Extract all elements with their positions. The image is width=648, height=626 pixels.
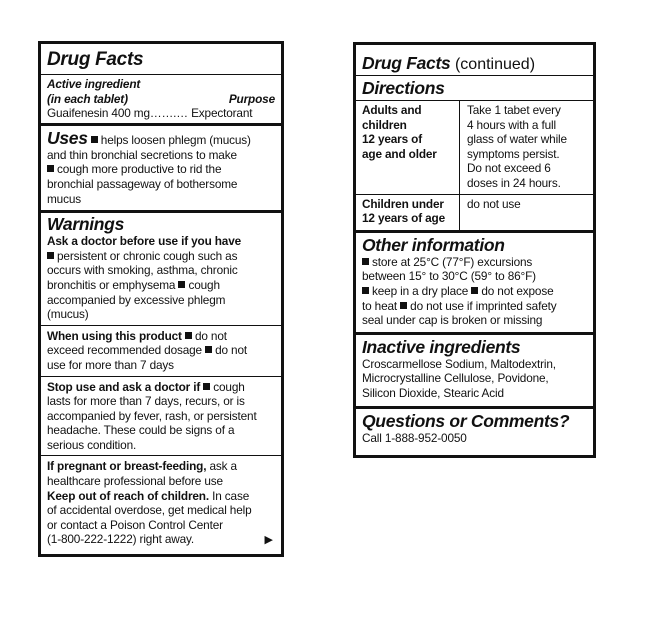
warning-line: accompanied by excessive phlegm xyxy=(47,292,226,307)
dosage-line: do not use xyxy=(467,196,521,211)
warning-line: ask a xyxy=(209,459,237,474)
warning-line: persistent or chronic cough such as xyxy=(57,248,238,263)
directions-row-adults xyxy=(356,100,593,194)
info-line: between 15° to 30°C (59° to 86°F) xyxy=(362,269,536,284)
when-using-label: When using this product xyxy=(47,328,182,343)
dosage-line: 4 hours with a full xyxy=(467,117,556,132)
uses-section xyxy=(41,123,281,210)
age-group-line: 12 years of age xyxy=(362,211,446,226)
bullet-icon xyxy=(47,165,54,172)
in-each-tablet-label: (in each tablet) xyxy=(47,91,128,106)
warning-line: accompanied by fever, rash, or persistent xyxy=(47,408,257,423)
warning-line: do not xyxy=(194,328,227,343)
dosage-line: Take 1 tabet every xyxy=(467,103,561,117)
warning-line: In case xyxy=(212,488,250,503)
directions-row-children xyxy=(356,194,593,230)
dosage-line: Do not exceed 6 xyxy=(467,161,551,176)
ingredient-line: Guaifenesin 400 mg…….… Expectorant xyxy=(47,106,253,121)
info-line: to heat xyxy=(362,298,398,313)
warning-line: occurs with smoking, asthma, chronic xyxy=(47,263,238,278)
warning-line: exceed recommended dosage xyxy=(47,343,202,358)
dosage-line: symptoms persist. xyxy=(467,146,560,161)
inactive-line: Silicon Dioxide, Stearic Acid xyxy=(362,385,504,400)
phone-line: Call 1-888-952-0050 xyxy=(362,430,467,445)
warning-line: bronchitis or emphysema xyxy=(47,277,176,292)
directions-dosage xyxy=(460,101,593,194)
drug-facts-title: Drug Facts xyxy=(47,49,144,70)
inactive-ingredients-heading: Inactive ingredients xyxy=(362,336,521,357)
directions-age-group xyxy=(356,195,460,230)
age-group-line: Adults and xyxy=(362,103,422,117)
drug-facts-panel-right xyxy=(353,42,596,458)
bullet-icon xyxy=(47,252,54,259)
bullet-icon xyxy=(178,281,185,288)
age-group-line: age and older xyxy=(362,146,437,161)
warning-line: headache. These could be signs of a xyxy=(47,423,235,438)
active-ingredient-label: Active ingredient xyxy=(47,77,141,91)
age-group-line: 12 years of xyxy=(362,132,422,147)
warning-line: healthcare professional before use xyxy=(47,474,223,489)
bullet-icon xyxy=(185,332,192,339)
warnings-heading: Warnings xyxy=(47,214,125,235)
when-using-subsection xyxy=(41,325,281,376)
warning-line: (mucus) xyxy=(47,307,89,322)
info-line: store at 25°C (77°F) excursions xyxy=(372,254,533,269)
continued-label: (continued) xyxy=(454,56,536,73)
bullet-icon xyxy=(362,287,369,294)
bullet-icon xyxy=(471,287,478,294)
bullet-icon xyxy=(362,258,369,265)
questions-section xyxy=(356,406,593,446)
keep-out-label: Keep out of reach of children. xyxy=(47,488,209,503)
warning-line: use for more than 7 days xyxy=(47,357,174,372)
directions-dosage xyxy=(460,195,593,230)
info-line: seal under cap is broken or missing xyxy=(362,313,543,328)
ask-doctor-subsection xyxy=(41,234,281,325)
age-group-line: children xyxy=(362,117,407,132)
purpose-label: Purpose xyxy=(228,91,275,106)
info-line: keep in a dry place xyxy=(372,283,469,298)
uses-line: and thin bronchial secretions to make xyxy=(47,147,237,162)
dosage-line: doses in 24 hours. xyxy=(467,175,561,190)
bullet-icon xyxy=(91,136,98,143)
warning-line: cough xyxy=(188,277,220,292)
directions-age-group xyxy=(356,101,460,194)
bullet-icon xyxy=(203,383,210,390)
warning-line: of accidental overdose, get medical help xyxy=(47,503,252,518)
warning-line: (1-800-222-1222) right away. xyxy=(47,532,195,547)
inactive-line: Microcrystalline Cellulose, Povidone, xyxy=(362,371,549,386)
warnings-section xyxy=(41,210,281,550)
ask-doctor-heading: Ask a doctor before use if you have xyxy=(47,234,242,249)
warning-line: serious condition. xyxy=(47,437,137,452)
warning-line: or contact a Poison Control Center xyxy=(47,517,223,532)
uses-line: helps loosen phlegm (mucus) xyxy=(100,132,251,147)
directions-heading: Directions xyxy=(356,75,593,100)
age-group-line: Children under xyxy=(362,196,444,211)
uses-line: cough more productive to rid the xyxy=(57,162,222,177)
uses-heading: Uses xyxy=(47,127,88,148)
other-information-section xyxy=(356,230,593,332)
other-information-heading: Other information xyxy=(362,234,505,255)
uses-line: mucus xyxy=(47,191,81,206)
pregnant-subsection xyxy=(41,455,281,550)
questions-heading: Questions or Comments? xyxy=(362,410,570,431)
warning-line: do not xyxy=(215,343,248,358)
stop-use-subsection xyxy=(41,376,281,456)
bullet-icon xyxy=(205,346,212,353)
inactive-line: Croscarmellose Sodium, Maltodextrin, xyxy=(362,356,556,371)
drug-facts-title: Drug Facts xyxy=(362,53,451,73)
drug-facts-panel-left xyxy=(38,41,284,557)
drug-facts-continued-title xyxy=(362,45,587,75)
active-ingredient-section xyxy=(41,74,281,123)
warning-line: lasts for more than 7 days, recurs, or is xyxy=(47,394,245,409)
info-line: do not use if imprinted safety xyxy=(410,298,557,313)
warning-line: cough xyxy=(213,379,245,394)
inactive-ingredients-section xyxy=(356,332,593,406)
stop-use-label: Stop use and ask a doctor if xyxy=(47,379,201,394)
uses-line: bronchial passageway of bothersome xyxy=(47,176,238,191)
bullet-icon xyxy=(400,302,407,309)
purpose-row xyxy=(47,92,275,107)
pregnant-label: If pregnant or breast-feeding, xyxy=(47,459,207,474)
dosage-line: glass of water while xyxy=(467,132,567,147)
continue-arrow-icon: ▶ xyxy=(264,534,273,546)
info-line: do not expose xyxy=(481,283,554,298)
